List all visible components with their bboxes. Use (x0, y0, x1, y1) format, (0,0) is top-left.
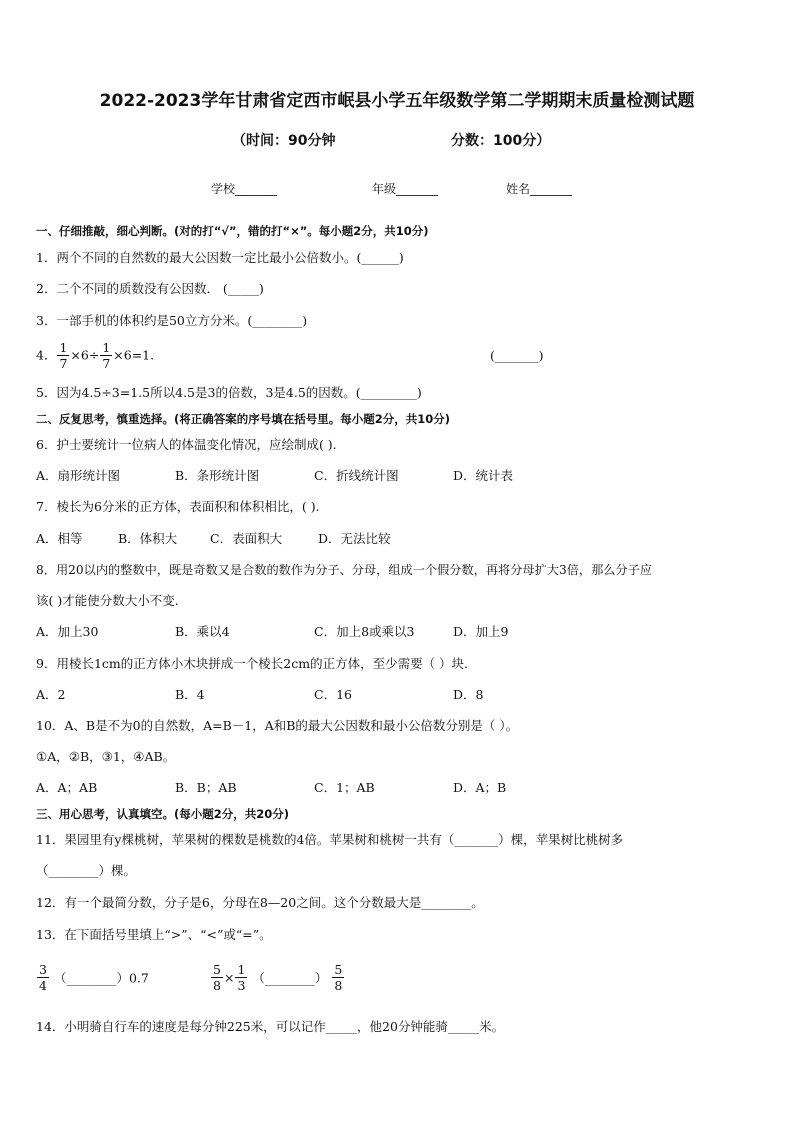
option-c: C．加上8或乘以3 (314, 624, 415, 639)
fraction (100, 340, 112, 371)
option-b: B．体积大 (118, 531, 178, 546)
question-13-b (210, 962, 345, 993)
denominator: 8 (213, 978, 221, 993)
option-b: B．条形统计图 (175, 468, 260, 483)
expression-end: ×6=1. (113, 347, 155, 363)
numerator: 1 (59, 340, 68, 355)
denominator: 8 (334, 978, 343, 993)
question-1: 1．两个不同的自然数的最大公因数一定比最小公倍数小。(______) (36, 250, 404, 265)
option-d: D．加上9 (453, 624, 509, 639)
option-c: C．1；AB (314, 780, 375, 795)
option-d: D．A；B (453, 780, 507, 795)
fraction (235, 962, 247, 993)
fraction (332, 962, 344, 993)
question-8-line-1: 8．用20以内的整数中，既是奇数又是合数的数作为分子、分母，组成一个假分数，再将分母扩大3倍，那么分子应 (36, 563, 653, 577)
question-5: 5．因为4.5÷3=1.5所以4.5是3的倍数，3是4.5的因数。(_________) (36, 385, 422, 400)
time-limit: （时间：90分钟 (232, 133, 336, 149)
denominator: 7 (59, 356, 68, 371)
option-a: A．扇形统计图 (36, 468, 121, 483)
question-9: 9．用棱长1cm的正方体小木块拼成一个棱长2cm的正方体，至少需要（ ）块. (36, 656, 469, 671)
numerator: 3 (39, 962, 47, 977)
question-3: 3．一部手机的体积约是50立方分米。(________) (36, 313, 308, 328)
fraction (37, 962, 49, 993)
fraction (211, 962, 223, 993)
option-b: B．4 (175, 687, 205, 702)
question-4 (36, 340, 154, 374)
numerator: 5 (334, 962, 343, 977)
question-2: 2．二个不同的质数没有公因数． (_____) (36, 281, 264, 296)
operator: ×6÷ (70, 347, 100, 363)
fraction (57, 340, 69, 371)
numerator: 1 (237, 962, 246, 977)
total-score: 分数：100分） (451, 133, 551, 149)
section-heading-2: 二、反复思考，慎重选择。(将正确答案的序号填在括号里。每小题2分，共10分) (36, 412, 451, 426)
question-14: 14．小明骑自行车的速度是每分钟225米，可以记作_____，他20分钟能骑_____米。 (36, 1019, 505, 1034)
name-field: 姓名_______ (506, 182, 573, 196)
denominator: 4 (39, 978, 47, 993)
page-title: 2022-2023学年甘肃省定西市岷县小学五年级数学第二学期期末质量检测试题 (99, 91, 695, 111)
option-b: B．B；AB (175, 780, 237, 795)
comparison-blank: （________）0.7 (53, 970, 149, 986)
option-c: C．表面积大 (210, 531, 283, 546)
option-c: C．16 (314, 687, 352, 702)
question-7: 7．棱长为6分米的正方体，表面积和体积相比，( ). (36, 499, 320, 514)
denominator: 7 (102, 356, 111, 371)
question-6: 6．护士要统计一位病人的体温变化情况，应绘制成( ). (36, 437, 337, 452)
section-heading-3: 三、用心思考，认真填空。(每小题2分，共20分) (36, 807, 290, 821)
question-13: 13．在下面括号里填上“>”、“<”或“=”。 (36, 927, 272, 942)
question-13-a (36, 962, 149, 993)
student-info (0, 180, 794, 200)
question-10-choices: ①A，②B，③1，④AB。 (36, 749, 176, 764)
option-a: A．2 (36, 687, 66, 702)
option-a: A．A；AB (36, 780, 98, 795)
exam-meta (0, 130, 794, 152)
question-4-blank: (_______) (490, 348, 544, 363)
option-b: B．乘以4 (175, 624, 230, 639)
denominator: 3 (237, 978, 246, 993)
option-d: D．8 (453, 687, 484, 702)
section-heading-1: 一、仔细推敲，细心判断。(对的打“√”，错的打“×”。每小题2分，共10分) (36, 224, 429, 238)
option-d: D．统计表 (453, 468, 514, 483)
question-11-line-2: （________）棵。 (36, 863, 137, 878)
school-field: 学校_______ (211, 182, 278, 196)
option-a: A．加上30 (36, 624, 99, 639)
grade-field: 年级_______ (372, 182, 439, 196)
option-c: C．折线统计图 (314, 468, 399, 483)
question-11-line-1: 11．果园里有y棵桃树，苹果树的棵数是桃数的4倍。苹果树和桃树一共有（_______）棵，苹果树比桃树多 (36, 832, 624, 847)
option-d: D．无法比较 (318, 531, 391, 546)
question-12: 12．有一个最简分数，分子是6，分母在8—20之间。这个分数最大是________。 (36, 895, 484, 910)
question-8-line-2: 该( )才能使分数大小不变. (36, 593, 179, 608)
numerator: 5 (213, 962, 221, 977)
question-4-number: 4． (36, 347, 57, 363)
numerator: 1 (102, 340, 111, 355)
comparison-blank: （________） (252, 970, 328, 986)
question-10: 10．A、B是不为0的自然数，A=B－1，A和B的最大公因数和最小公倍数分别是（ ）。 (36, 718, 519, 733)
multiply-operator: × (223, 970, 235, 985)
option-a: A．相等 (36, 531, 83, 546)
